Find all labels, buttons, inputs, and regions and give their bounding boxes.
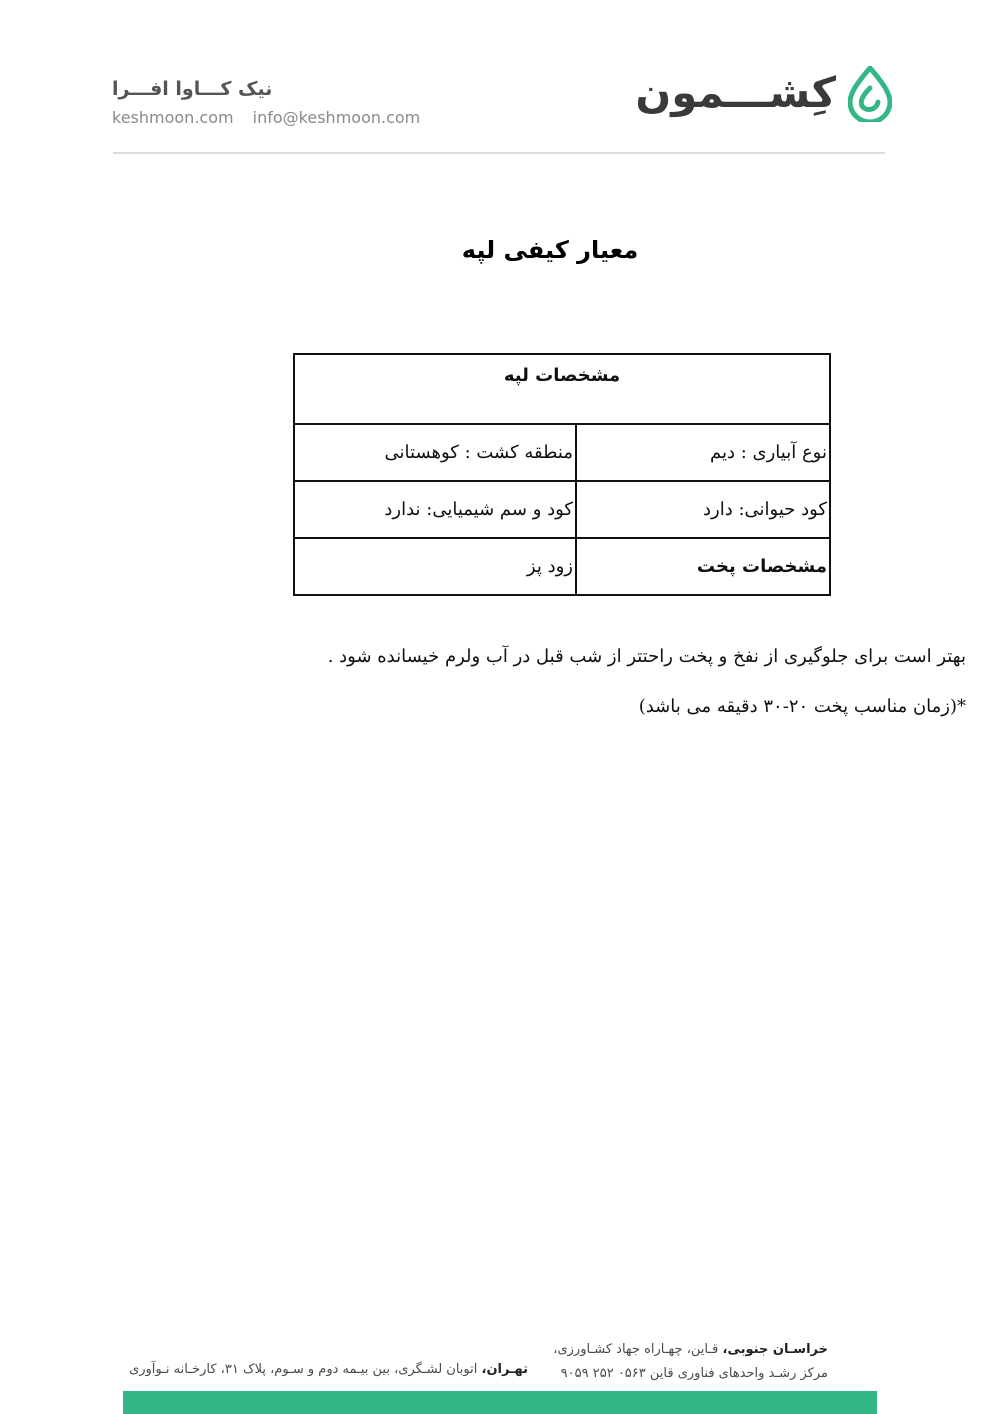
- page-title: معیار کیفی لپه: [461, 236, 639, 264]
- table-cell: مشخصات پخت: [576, 538, 830, 595]
- table-row: [294, 424, 830, 481]
- brand-name: کِشـــمون: [635, 68, 836, 117]
- footer-accent-bar: [123, 1391, 877, 1414]
- table-cell: کود و سم شیمیایی: ندارد: [294, 481, 576, 538]
- table-row: [294, 538, 830, 595]
- cooking-time-note: *(زمان مناسب پخت ۲۰-۳۰ دقیقه می باشد): [638, 696, 966, 717]
- company-name: نیک کـــاوا افـــرا: [112, 78, 273, 100]
- tehran-label: تهـران،: [481, 1362, 528, 1377]
- table-cell: منطقه کشت : کوهستانی: [294, 424, 576, 481]
- company-name-block: [112, 78, 272, 100]
- table-cell: نوع آبیاری : دیم: [576, 424, 830, 481]
- brand: [635, 62, 892, 134]
- khorasan-line-2: مرکز رشـد واحدهای فناوری قاین ۰۵۶۳ ۲۵۲ ۹۰۵۹: [560, 1366, 828, 1381]
- email-link[interactable]: info@keshmoon.com: [252, 108, 421, 127]
- khorasan-line-1: [553, 1338, 828, 1362]
- footer-address-khorasan: [553, 1338, 828, 1386]
- table-cell: زود پز: [294, 538, 576, 595]
- header-divider: [113, 152, 885, 154]
- khorasan-label: خراسـان جنوبی،: [722, 1342, 828, 1357]
- table-row: [294, 481, 830, 538]
- keshmoon-logo-icon: [848, 66, 892, 122]
- khorasan-address: قـاین، چهـاراه جهاد کشـاورزی،: [553, 1342, 719, 1357]
- specs-table: [293, 353, 831, 596]
- website-link[interactable]: keshmoon.com: [112, 108, 234, 127]
- tehran-address: اتوبان لشـگری، بین بیـمه دوم و سـوم، پلاک ۳۱، کارخـانه نـوآوری: [129, 1362, 478, 1377]
- company-links: [112, 108, 434, 127]
- table-header-row: [294, 354, 830, 424]
- soaking-note: بهتر است برای جلوگیری از نفخ و پخت راحتتر از شب قبل در آب ولرم خیسانده شود .: [327, 646, 966, 667]
- table-cell: کود حیوانی: دارد: [576, 481, 830, 538]
- footer-address-tehran: [129, 1362, 528, 1377]
- table-heading: مشخصات لپه: [294, 354, 830, 424]
